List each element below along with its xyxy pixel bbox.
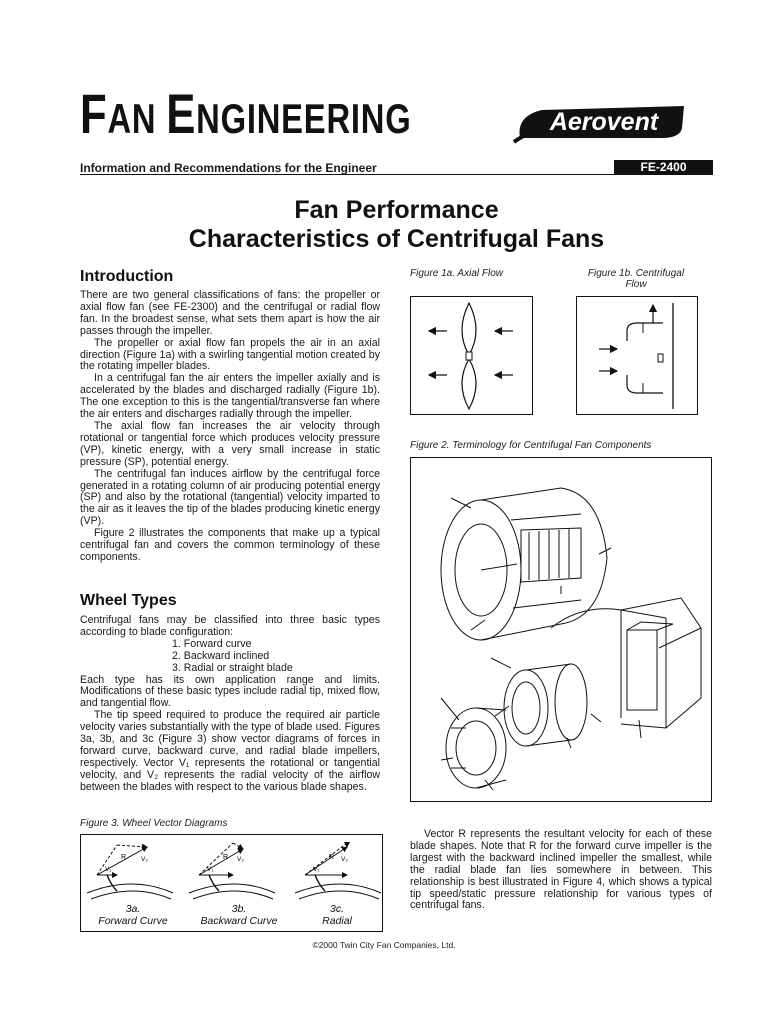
intro-paragraph: In a centrifugal fan the air enters the impeller axially and is accelerated by the blades and discharged radially (Figure 1b). The one exception to this is the tangential/transverse fan where the air enters and discharges radially through the impeller.	[80, 372, 380, 421]
axial-fan-diagram	[411, 297, 532, 414]
figure-3a-name: Forward Curve	[98, 915, 168, 927]
vector-v2-label: V₂	[141, 856, 148, 863]
figure-3b-label	[189, 903, 289, 927]
wheel-types-heading: Wheel Types	[80, 592, 177, 609]
figure-1b-caption	[576, 268, 696, 290]
title-line-1: Fan Performance	[294, 196, 499, 224]
vector-r-label: R	[329, 854, 335, 861]
wheel-types-body	[80, 615, 380, 794]
figure-3-caption: Figure 3. Wheel Vector Diagrams	[80, 818, 228, 829]
wheel-arc-outer	[189, 884, 275, 893]
vector-v1-label: V₁	[105, 866, 112, 873]
wheel-type-list-item: 3. Radial or straight blade	[172, 661, 293, 674]
header-subtitle: Information and Recommendations for the Engineer	[80, 161, 377, 175]
title-line-2: Characteristics of Centrifugal Fans	[188, 225, 605, 253]
intro-paragraph: The axial flow fan increases the air velocity through rotational or tangential force which produces velocity pressure (VP), kinetic energy, with a very small increase in static pressure (SP), potential energy.	[80, 419, 380, 468]
aerovent-logo	[512, 98, 690, 148]
vector-v2-label: V₂	[237, 856, 244, 863]
figure-2-fan-components	[410, 457, 712, 802]
vector-v1-label: V₁	[207, 866, 214, 873]
wheel-arc-outer	[295, 884, 381, 893]
introduction-heading: Introduction	[80, 268, 174, 285]
vector-v2-line	[117, 845, 147, 847]
wheel-arc-inner	[299, 891, 379, 899]
wheel-types-paragraph: The tip speed required to produce the required air particle velocity varies substantially with the type of blade used. Figures 3a, 3b, and 3c (Figure 3) show vector diagrams of forces in forward curve, backward curve, and radial blade impellers, respectively. Vector V₁ represents the rotational or tangential velocity, and V₂ represents the radial velocity of the airflow between the blades with respect to the various blade shapes.	[80, 709, 380, 793]
figure-1a-axial-flow	[410, 296, 533, 415]
wheel-type-list-item: 2. Backward inclined	[172, 649, 270, 662]
logo-text: Aerovent	[549, 108, 659, 136]
wheel-type-list-item: 1. Forward curve	[172, 637, 252, 650]
vector-r-paragraph: Vector R represents the resultant velocity for each of these blade shapes. Note that R for the forward curve impeller is the largest with the backward inclined impeller the smallest, while the radial blade fan lies somewhere in between. This relationship is best illustrated in Figure 4, which shows a typical tip speed/static pressure relationship for various types of centrifugal fans.	[410, 828, 712, 912]
intro-paragraph: Figure 2 illustrates the components that make up a typical centrifugal fan and covers the common terminology of these components.	[80, 527, 380, 563]
figure-1b-centrifugal-flow	[576, 296, 698, 415]
figure-1b-caption-line-1: Figure 1b. Centrifugal	[587, 268, 685, 279]
figure-3b-number: 3b.	[231, 903, 247, 915]
blade-line	[209, 875, 219, 891]
document-title	[80, 196, 713, 254]
centrifugal-fan-diagram	[577, 297, 697, 414]
masthead-rest-an: AN	[107, 95, 167, 142]
document-number-badge: FE-2400	[614, 160, 713, 175]
vector-v1-label: V₁	[313, 866, 320, 873]
intro-paragraph: The centrifugal fan induces airflow by the centrifugal force generated in a rotating column of air producing potential energy (SP) and also by the rotational (tangential) velocity imparted to the air as it leaves the tip of the blades producing kinetic energy (VP).	[80, 467, 380, 528]
vector-r-label: R	[121, 854, 127, 861]
vector-r-paragraph-block	[410, 829, 712, 912]
figure-3a-number: 3a.	[125, 903, 141, 915]
wheel-arc-inner	[91, 891, 171, 899]
vector-v2-label: V₂	[341, 856, 348, 863]
vector-v2-line	[233, 843, 243, 849]
figure-3b-name: Backward Curve	[200, 915, 278, 927]
wheel-arc-inner	[193, 891, 273, 899]
masthead-initial-e: E	[166, 82, 197, 145]
masthead-rest-ngineering: NGINEERING	[196, 95, 412, 142]
figure-3c-label	[295, 903, 379, 927]
masthead-title	[80, 82, 412, 147]
blade-line	[107, 875, 117, 891]
intro-paragraph: The propeller or axial flow fan propels the air in an axial direction (Figure 1a) with a swirling tangential motion created by the rotating impeller blades.	[80, 336, 380, 373]
figure-1b-caption-line-2: Flow	[625, 279, 647, 290]
wheel-types-intro: Centrifugal fans may be classified into three basic types according to blade configuration:	[80, 614, 380, 638]
figure-3c-number: 3c.	[329, 903, 344, 915]
masthead-initial-f: F	[80, 82, 108, 145]
wheel-arc-outer	[87, 884, 173, 893]
figure-2-caption: Figure 2. Terminology for Centrifugal Fan Components	[410, 440, 652, 451]
vector-r-label: R	[223, 854, 229, 861]
figure-3a-label	[87, 903, 179, 927]
intro-paragraph: There are two general classifications of fans: the propeller or axial flow fan (see FE-2300) and the centrifugal or radial flow fan. In the broadest sense, what sets them apart is how the air passes through the impeller.	[80, 289, 380, 337]
figure-1a-caption: Figure 1a. Axial Flow	[410, 268, 503, 279]
figure-3-wheel-vector-diagrams	[80, 834, 383, 932]
wheel-types-paragraph: Each type has its own application range and limits. Modifications of these basic types include radial tip, mixed flow, and tangential flow.	[80, 673, 380, 710]
footer-copyright: ©2000 Twin City Fan Companies, Ltd.	[312, 940, 456, 950]
blade-line	[315, 875, 325, 891]
centrifugal-fan-exploded-diagram	[411, 458, 711, 801]
introduction-body	[80, 290, 380, 564]
figure-3c-name: Radial	[322, 915, 352, 927]
